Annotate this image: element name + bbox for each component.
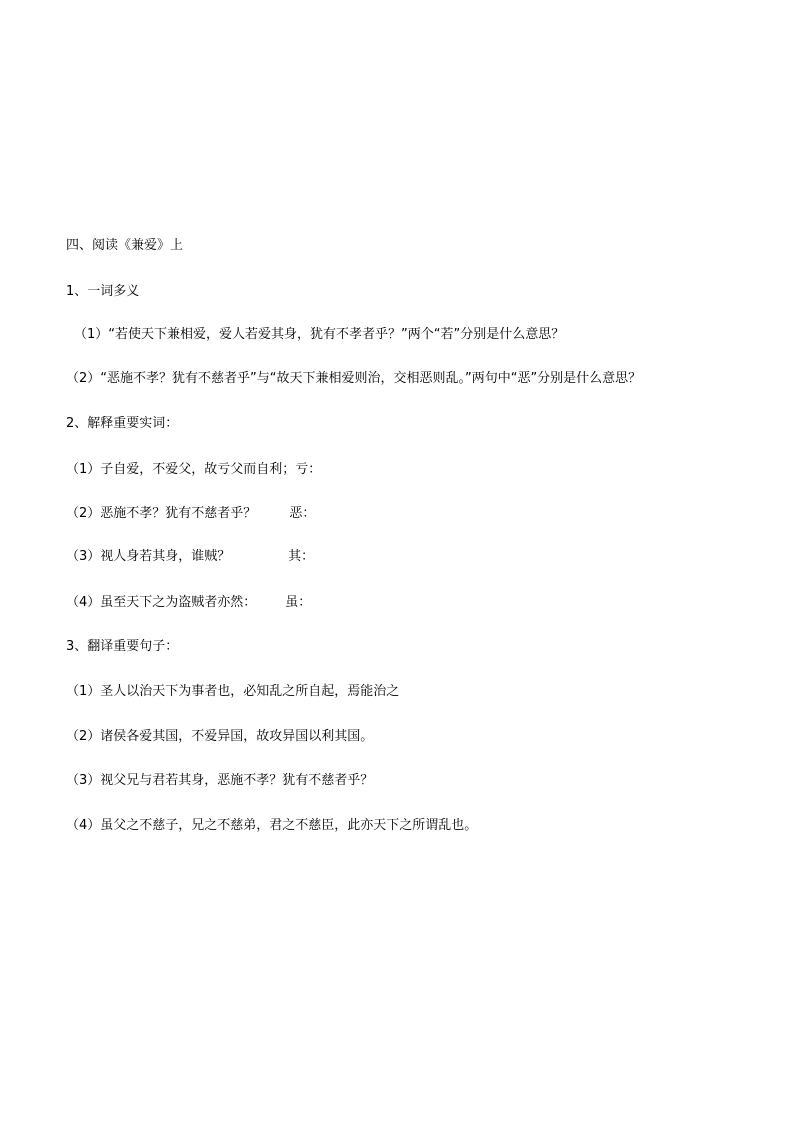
- question-item: （2）诸侯各爱其国，不爱异国，故攻异国以利其国。: [66, 729, 374, 744]
- question-item: （2）恶施不孝？犹有不慈者乎？ 恶：: [66, 506, 316, 521]
- section-title-polysemy: 1、一词多义: [66, 284, 140, 299]
- question-item: （1）子自爱，不爱父，故亏父而自利；亏：: [66, 462, 322, 477]
- question-item: （3）视人身若其身，谁贼？ 其：: [66, 549, 315, 564]
- question-item: （1）圣人以治天下为事者也，必知乱之所自起，焉能治之: [66, 684, 400, 699]
- section-heading: 四、阅读《兼爱》上: [66, 238, 184, 253]
- question-item: （4）虽至天下之为盗贼者亦然： 虽：: [66, 595, 312, 610]
- question-item: （1）“若使天下兼相爱，爱人若爱其身，犹有不孝者乎？”两个“若”分别是什么意思？: [74, 327, 565, 342]
- question-item: （4）虽父之不慈子，兄之不慈弟，君之不慈臣，此亦天下之所谓乱也。: [66, 818, 478, 833]
- section-title-translation: 3、翻译重要句子：: [66, 639, 179, 654]
- section-title-vocabulary: 2、解释重要实词：: [66, 416, 179, 431]
- question-item: （2）“恶施不孝？犹有不慈者乎”与“故天下兼相爱则治，交相恶则乱。”两句中“恶”分别是什么意思？: [66, 371, 642, 386]
- question-item: （3）视父兄与君若其身，恶施不孝？犹有不慈者乎？: [66, 773, 374, 788]
